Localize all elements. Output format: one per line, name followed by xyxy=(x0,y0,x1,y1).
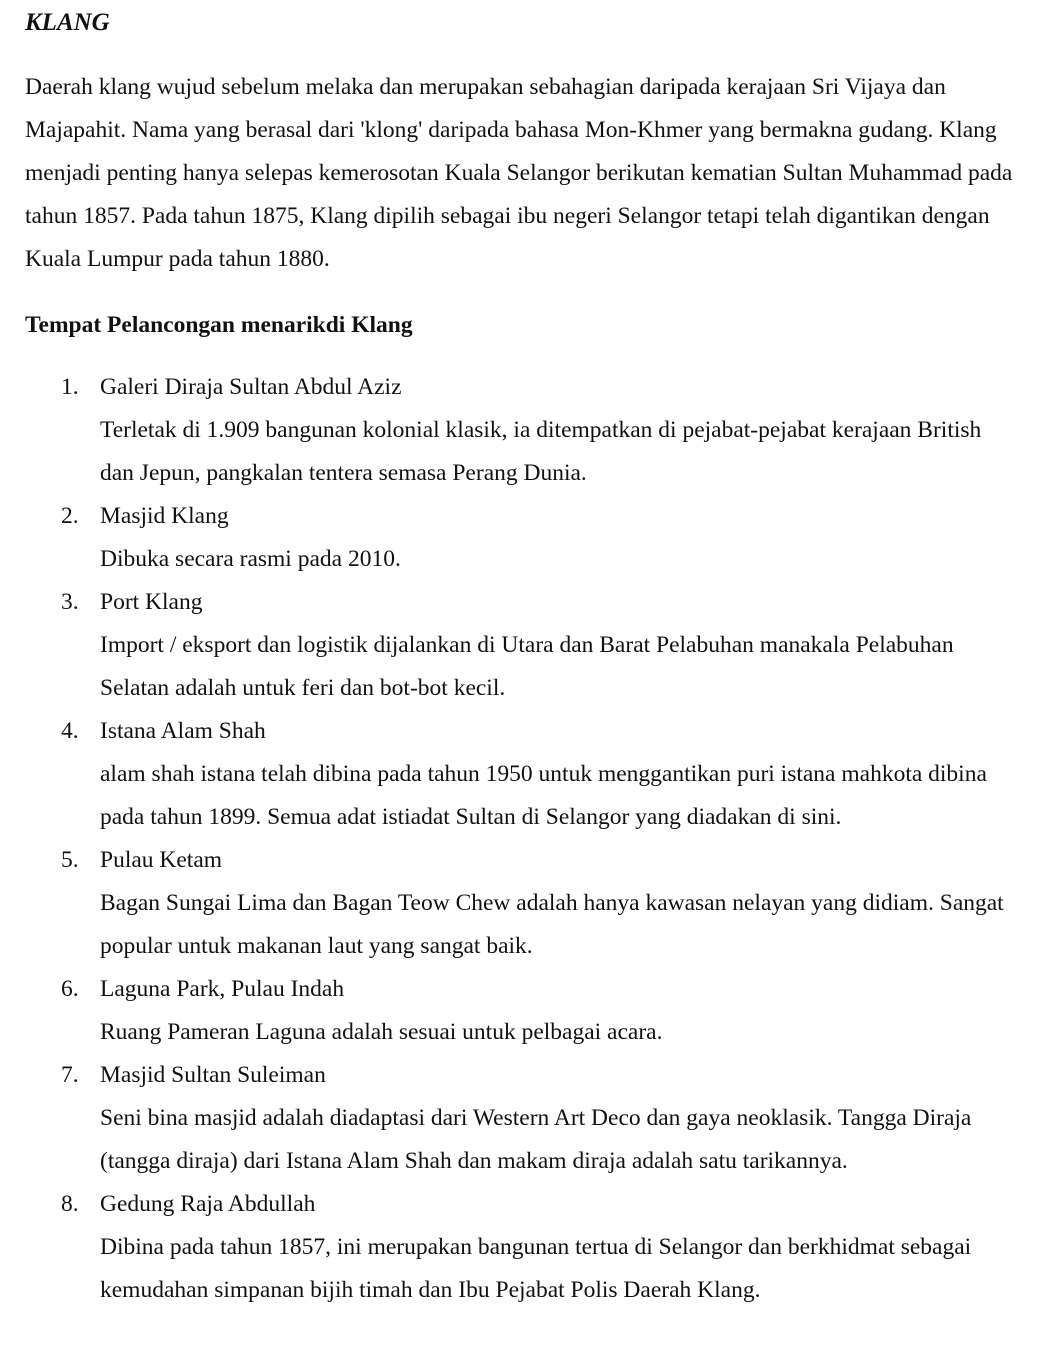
places-list xyxy=(0,366,1054,1312)
place-name: Galeri Diraja Sultan Abdul Aziz xyxy=(100,374,402,400)
intro-paragraph: Daerah klang wujud sebelum melaka dan merupakan sebahagian daripada kerajaan Sri Vijaya dan Majapahit. Nama yang berasal dari 'klong' daripada bahasa Mon-Khmer yang bermakna gudang. Klang menjadi penting hanya selepas kemerosotan Kuala Selangor berikutan kematian Sultan Muhammad pada tahun 1857. Pada tahun 1875, Klang dipilih sebagai ibu negeri Selangor tetapi telah digantikan dengan Kuala Lumpur pada tahun 1880. xyxy=(25,74,1013,272)
place-number: 4. xyxy=(61,718,79,744)
place-name: Masjid Sultan Suleiman xyxy=(100,1062,326,1088)
place-number: 1. xyxy=(61,374,79,400)
place-name: Pulau Ketam xyxy=(100,847,223,873)
place-name: Laguna Park, Pulau Indah xyxy=(100,976,345,1002)
place-description: Import / eksport dan logistik dijalankan di Utara dan Barat Pelabuhan manakala Pelabuhan Selatan adalah untuk feri dan bot-bot kecil. xyxy=(100,632,954,701)
list-item xyxy=(0,710,1054,839)
document-title: KLANG xyxy=(25,9,110,36)
place-description: Seni bina masjid adalah diadaptasi dari Western Art Deco dan gaya neoklasik. Tangga Diraja (tangga diraja) dari Istana Alam Shah dan makam diraja adalah satu tarikannya. xyxy=(100,1105,972,1174)
list-item xyxy=(0,581,1054,710)
place-description: Ruang Pameran Laguna adalah sesuai untuk pelbagai acara. xyxy=(100,1019,663,1045)
place-description: Terletak di 1.909 bangunan kolonial klasik, ia ditempatkan di pejabat-pejabat kerajaan British dan Jepun, pangkalan tentera semasa Perang Dunia. xyxy=(100,417,982,486)
place-description: Dibuka secara rasmi pada 2010. xyxy=(100,546,401,572)
list-item xyxy=(0,366,1054,495)
list-item xyxy=(0,968,1054,1054)
place-name: Masjid Klang xyxy=(100,503,229,529)
place-number: 5. xyxy=(61,847,79,873)
place-name: Port Klang xyxy=(100,589,203,615)
place-number: 6. xyxy=(61,976,79,1002)
place-number: 8. xyxy=(61,1191,79,1217)
list-item xyxy=(0,495,1054,581)
list-item xyxy=(0,1054,1054,1183)
place-number: 3. xyxy=(61,589,79,615)
place-number: 2. xyxy=(61,503,79,529)
place-number: 7. xyxy=(61,1062,79,1088)
place-description: Bagan Sungai Lima dan Bagan Teow Chew adalah hanya kawasan nelayan yang didiam. Sangat popular untuk makanan laut yang sangat baik. xyxy=(100,890,1004,959)
place-name: Gedung Raja Abdullah xyxy=(100,1191,316,1217)
list-item xyxy=(0,839,1054,968)
place-description: Dibina pada tahun 1857, ini merupakan bangunan tertua di Selangor dan berkhidmat sebagai kemudahan simpanan bijih timah dan Ibu Pejabat Polis Daerah Klang. xyxy=(100,1234,972,1303)
list-item xyxy=(0,1183,1054,1312)
place-description: alam shah istana telah dibina pada tahun 1950 untuk menggantikan puri istana mahkota dibina pada tahun 1899. Semua adat istiadat Sultan di Selangor yang diadakan di sini. xyxy=(100,761,987,830)
section-heading: Tempat Pelancongan menarikdi Klang xyxy=(25,312,413,338)
place-name: Istana Alam Shah xyxy=(100,718,266,744)
